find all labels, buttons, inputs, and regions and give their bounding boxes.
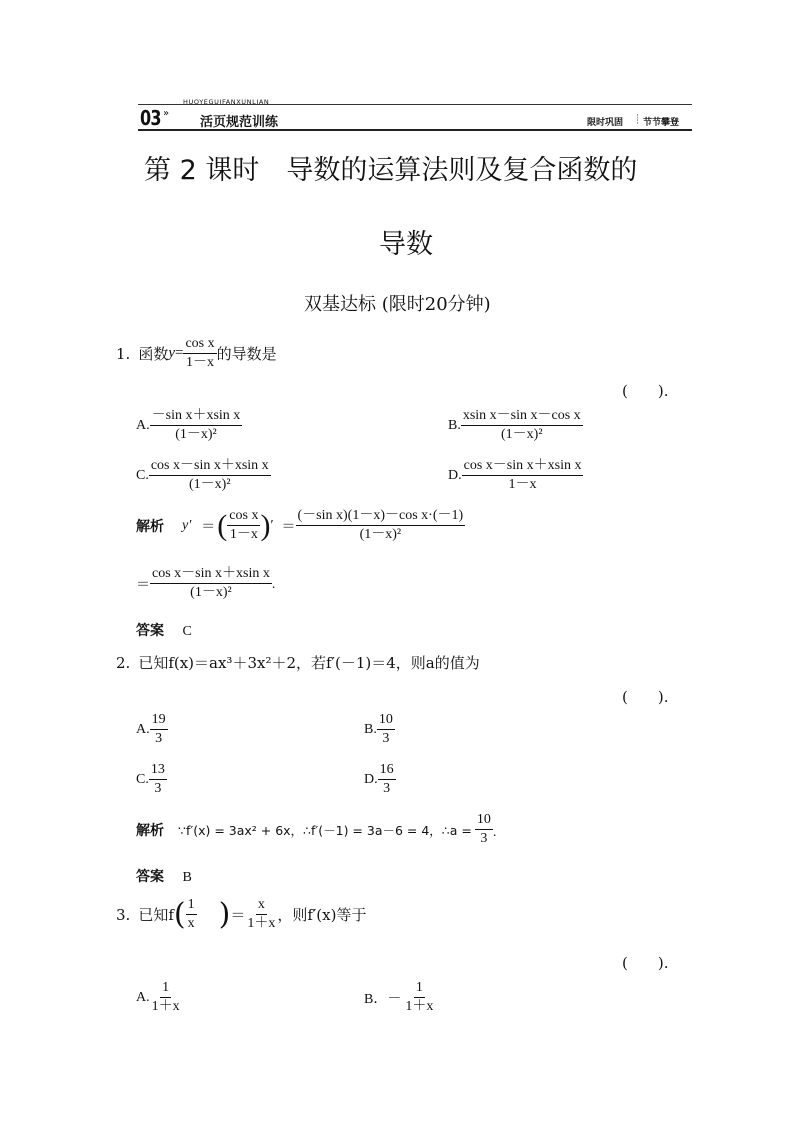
q1-solution-line2	[136, 566, 275, 601]
q2-a-label: A.	[136, 721, 150, 737]
q1-option-d[interactable]	[448, 458, 583, 493]
left-paren-icon: (	[217, 508, 228, 542]
q2-sol-text: ∵f′(x) = 3ax² + 6x，∴f′(－1) = 3a－6 = 4，∴a =	[178, 822, 472, 838]
section-heading: 双基达标 (限时20分钟)	[304, 294, 491, 315]
q2-a-frac	[150, 712, 168, 747]
q1-b-den: (1－x)²	[501, 427, 543, 443]
q3-a-num: 1	[160, 980, 171, 998]
q1-b-num: xsin x－sin x－cos x	[461, 408, 583, 426]
q2-answer-label: 答案	[136, 869, 164, 885]
q3-b-den: 1＋x	[405, 999, 434, 1015]
q1-sol2-den: (1－x)²	[190, 585, 232, 601]
q3-option-b[interactable]	[364, 980, 435, 1015]
q2-option-a[interactable]	[136, 712, 168, 747]
q2-c-frac	[149, 762, 167, 797]
q2-sol-num: 10	[475, 812, 493, 830]
q2-sol-end: .	[492, 825, 497, 841]
q1-c-label: C.	[136, 467, 149, 483]
q1-answer-paren: ( ).	[622, 382, 669, 400]
q1-frac-den: 1－x	[186, 355, 215, 371]
q1-y: y	[168, 345, 175, 362]
q1-d-den: 1－x	[508, 477, 537, 493]
q2-text: 已知f(x)＝ax³＋3x²＋2，若f′(－1)＝4，则a的值为	[138, 654, 480, 672]
q2-stem	[116, 652, 480, 673]
q3-option-a[interactable]	[136, 980, 182, 1015]
q2-b-label: B.	[364, 721, 377, 737]
q2-d-label: D.	[364, 771, 378, 787]
q1-sol-inner-num: cos x	[227, 508, 260, 526]
q1-frac-num: cos x	[183, 336, 216, 354]
q3-number: 3.	[116, 905, 131, 924]
q1-answer	[136, 620, 192, 640]
q1-sol2-frac	[150, 566, 272, 601]
q2-sol-den: 3	[480, 831, 488, 847]
q1-answer-value: C	[182, 624, 192, 639]
q3-arg-num: 1	[186, 897, 197, 915]
q1-solution-label: 解析	[136, 518, 164, 535]
q1-answer-label: 答案	[136, 623, 164, 639]
q1-sol-eq2: ＝	[281, 519, 296, 535]
page-title-line2: 导数	[379, 229, 433, 260]
q2-number: 2.	[116, 654, 131, 672]
q3-prefix: 已知f	[138, 906, 174, 925]
q2-solution-label: 解析	[136, 822, 164, 839]
q3-rhs-num: x	[256, 897, 267, 915]
q2-option-c[interactable]	[136, 762, 167, 797]
q1-sol-frac	[296, 508, 466, 543]
q3-arg-frac	[186, 897, 197, 932]
page-title-line1: 第 2 课时 导数的运算法则及复合函数的	[144, 155, 638, 186]
q1-sol-y: y′	[182, 517, 192, 533]
q2-answer-value: B	[182, 870, 192, 885]
q3-stem	[116, 897, 366, 932]
q1-d-num: cos x－sin x＋xsin x	[462, 458, 584, 476]
q1-prefix: 函数	[138, 345, 169, 364]
q3-b-num: 1	[414, 980, 425, 998]
q3-answer-paren: ( ).	[622, 954, 669, 972]
q1-solution-line1	[136, 508, 465, 543]
q2-d-den: 3	[383, 781, 391, 797]
q1-sol2-end: .	[271, 577, 276, 593]
q2-d-frac	[378, 762, 396, 797]
right-paren-icon: )	[260, 508, 271, 542]
right-paren-icon: )	[218, 896, 231, 932]
q1-b-label: B.	[448, 417, 461, 433]
q2-answer-paren: ( ).	[622, 688, 669, 706]
q2-option-b[interactable]	[364, 712, 395, 747]
q2-d-num: 16	[378, 762, 396, 780]
q1-a-den: (1－x)²	[175, 427, 217, 443]
q1-sol-eq: ＝	[201, 519, 216, 535]
q1-a-frac	[150, 408, 243, 443]
q2-option-d[interactable]	[364, 762, 396, 797]
q3-suffix: ，则f′(x)等于	[277, 906, 367, 925]
q1-b-frac	[461, 408, 583, 443]
q3-eq: ＝	[230, 906, 246, 925]
header-pinyin: HUOYEGUIFANXUNLIAN	[183, 98, 270, 106]
q1-number: 1.	[116, 344, 131, 363]
header-right-b: 节节攀登	[643, 118, 680, 128]
q2-sol-frac	[475, 812, 493, 847]
q2-c-den: 3	[154, 781, 162, 797]
q2-answer	[136, 866, 192, 886]
q3-a-label: A.	[136, 989, 150, 1005]
q1-sol-inner-frac	[227, 508, 260, 543]
q2-solution	[136, 812, 496, 847]
q3-a-den: 1＋x	[151, 999, 180, 1015]
q2-b-den: 3	[382, 731, 390, 747]
q3-rhs-frac	[245, 897, 277, 932]
q1-stem	[116, 336, 277, 371]
q1-sol2-eq: ＝	[136, 577, 150, 593]
q1-option-a[interactable]	[136, 408, 242, 443]
q2-a-den: 3	[155, 731, 163, 747]
q3-a-frac	[150, 980, 182, 1015]
q1-eq: =	[175, 345, 184, 362]
header-number: 03	[140, 106, 161, 130]
q1-c-frac	[149, 458, 271, 493]
q1-a-label: A.	[136, 417, 150, 433]
q1-sol2-num: cos x－sin x＋xsin x	[150, 566, 272, 584]
header-separator: ┊	[635, 115, 641, 125]
q1-a-num: －sin x＋xsin x	[150, 408, 243, 426]
q1-fraction	[183, 336, 216, 371]
q1-d-label: D.	[448, 467, 462, 483]
header-title: 活页规范训练	[200, 115, 279, 130]
q1-sol-den: (1－x)²	[359, 527, 402, 543]
q2-c-num: 13	[149, 762, 167, 780]
q3-b-frac	[403, 980, 435, 1015]
chevron-icon: »	[163, 108, 170, 119]
q1-sol-inner-den: 1－x	[229, 527, 258, 543]
q3-rhs-den: 1＋x	[247, 916, 276, 932]
q1-option-b[interactable]	[448, 408, 583, 443]
q1-option-c[interactable]	[136, 458, 271, 493]
left-paren-icon: (	[173, 896, 186, 932]
q2-b-frac	[377, 712, 395, 747]
q3-arg-den: x	[187, 916, 195, 932]
q1-sol-prime: ′	[270, 517, 274, 533]
q1-d-frac	[462, 458, 584, 493]
q2-a-num: 19	[150, 712, 168, 730]
header-right-a: 限时巩固	[587, 118, 624, 128]
q1-c-num: cos x－sin x＋xsin x	[149, 458, 271, 476]
q1-suffix: 的导数是	[216, 345, 277, 364]
q3-b-label: B．－	[364, 991, 402, 1007]
q1-c-den: (1－x)²	[189, 477, 231, 493]
q2-b-num: 10	[377, 712, 395, 730]
q2-c-label: C.	[136, 771, 149, 787]
q1-sol-num: (－sin x)(1－x)－cos x·(－1)	[296, 508, 466, 526]
